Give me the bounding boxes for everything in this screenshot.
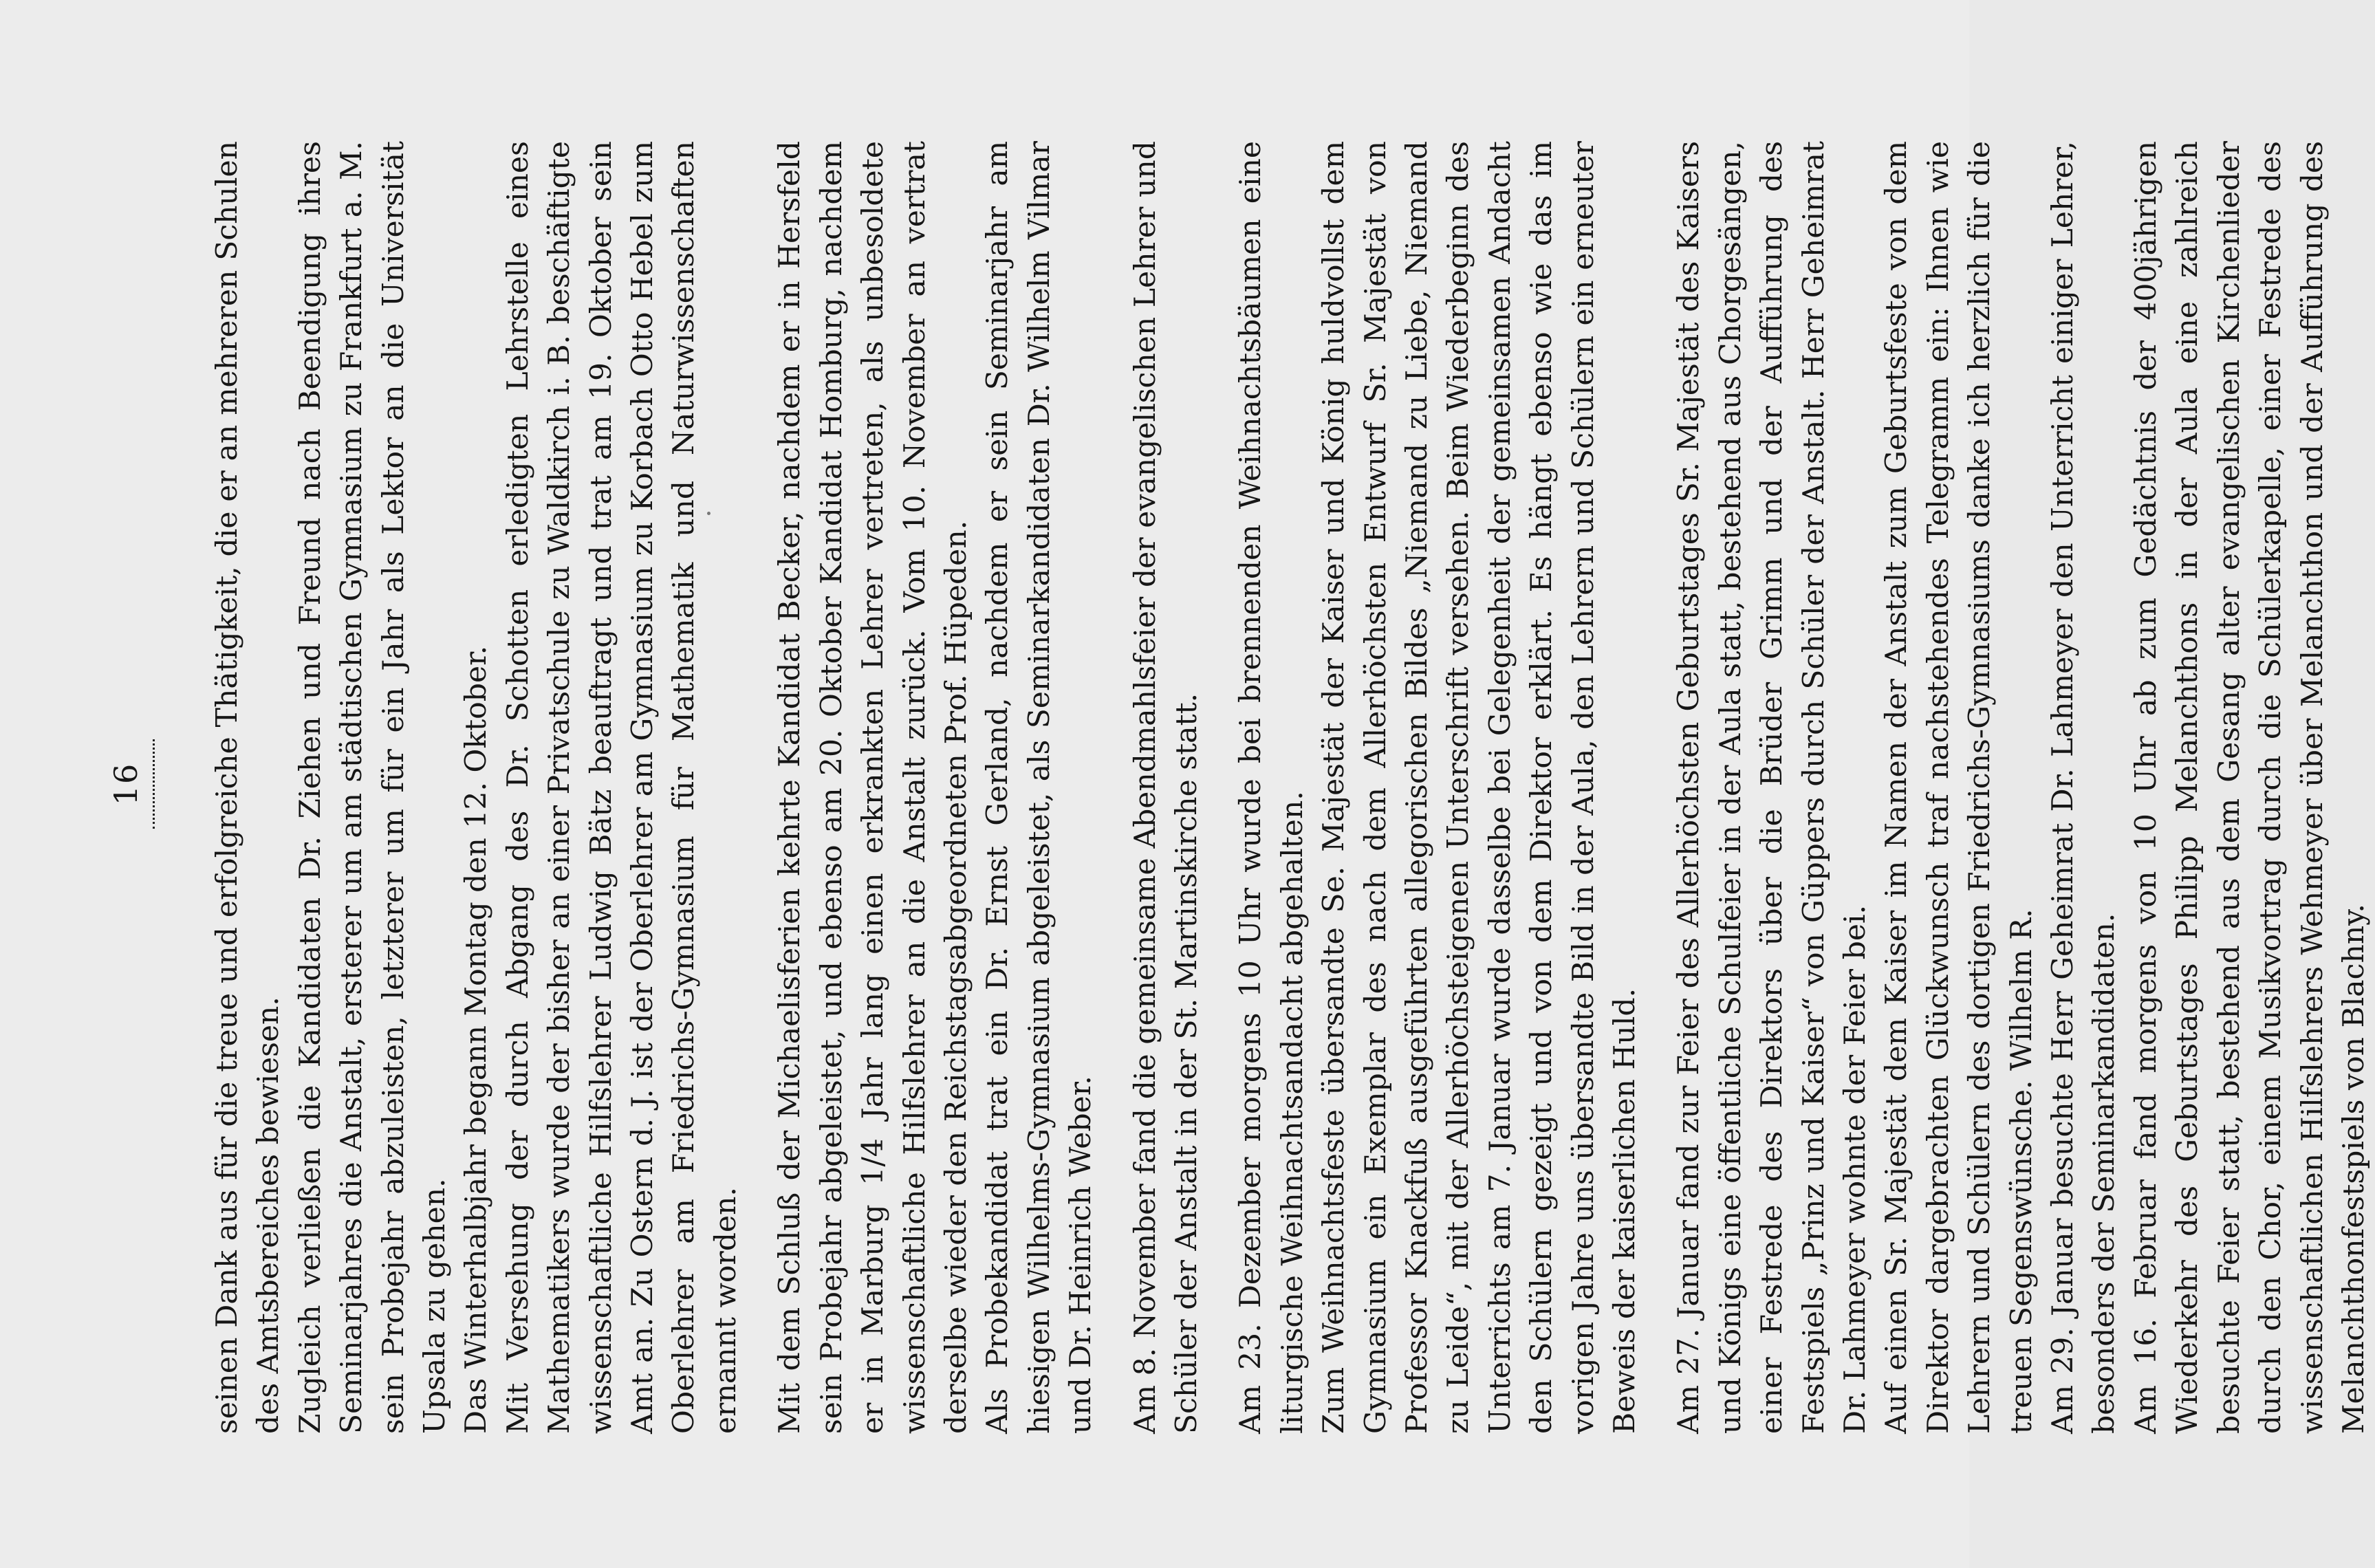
body-text [207,141,2375,1434]
paragraph: Mit dem Schluß der Michaelisferien kehrte Kandidat Becker, nachdem er in Hersfeld sein Probejahr abgeleistet, und ebenso am 20. Oktober Kandidat Homburg, nachdem er in Marburg 1/4 Jahr lang einen erkrankten Lehrer vertreten, als unbesoldete wissenschaftliche Hilfslehrer an die Anstalt zurück. Vom 10. November an vertrat derselbe wieder den Reichstagsabgeordneten Prof. Hüpeden. [773,141,973,1434]
rotated-page [42,41,2371,1527]
paragraph: Mit Versehung der durch Abgang des Dr. Schotten erledigten Lehrstelle eines Mathematikers wurde der bisher an einer Privatschule zu Waldkirch i. B. beschäftigte wissenschaftliche Hilfslehrer Ludwig Bätz beauftragt und trat am 19. Oktober sein Amt an. Zu Ostern d. J. ist der Oberlehrer am Gymnasium zu Korbach Otto Hebel zum Oberlehrer am Friedrichs-Gymnasium für Mathematik und Naturwissenschaften ernannt worden. [501,141,743,1434]
paragraph: Zum Weihnachtsfeste übersandte Se. Majestät der Kaiser und König huldvollst dem Gymnasium ein Exemplar des nach dem Allerhöchsten Entwurf Sr. Majestät von Professor Knackfuß ausgeführten allegorischen Bildes „Niemand zu Liebe, Niemand zu Leide“, mit der Allerhöchsteigenen Unterschrift versehen. Beim Wiederbeginn des Unterrichts am 7. Januar wurde dasselbe bei Gelegenheit der gemeinsamen Andacht den Schülern gezeigt und von dem Direktor erklärt. Es hängt ebenso wie das im vorigen Jahre uns übersandte Bild in der Aula, den Lehrern und Schülern ein erneuter Beweis der kaiserlichen Huld. [1317,141,1642,1434]
paragraph: seinen Dank aus für die treue und erfolgreiche Thätigkeit, die er an mehreren Schulen des Amtsbereiches bewiesen. [210,141,286,1434]
paragraph: Am 8. November fand die gemeinsame Abendmahlsfeier der evangelischen Lehrer und Schüler der Anstalt in der St. Martinskirche statt. [1128,141,1204,1434]
paragraph: Am 29. Januar besuchte Herr Geheimrat Dr. Lahmeyer den Unterricht einiger Lehrer, besonders der Seminarkandidaten. [2046,141,2122,1434]
paragraph: Das Winterhalbjahr begann Montag den 12. Oktober. [459,645,494,1434]
page-number: 16 [107,762,144,806]
paragraph: Als Probekandidat trat ein Dr. Ernst Gerland, nachdem er sein Seminarjahr am hiesigen Wilhelms-Gymnasium abgeleistet, als Seminarkandidaten Dr. Wilhelm Vilmar und Dr. Heinrich Weber. [981,141,1098,1434]
paragraph: Am 16. Februar fand morgens von 10 Uhr ab zum Gedächtnis der 400jährigen Wiederkehr des Geburtstages Philipp Melanchthons in der Aula eine zahlreich besuchte Feier statt, bestehend aus dem Gesang alter evangelischen Kirchenlieder durch den Chor, einem Musikvortrag durch die Schülerkapelle, einer Festrede des wissenschaftlichen Hilfslehrers Wehmeyer über Melanchthon und der Aufführung des Melanchthonfestspiels von Blachny. [2129,141,2371,1434]
paragraph: Auf einen Sr. Majestät dem Kaiser im Namen der Anstalt zum Geburtsfeste von dem Direktor dargebrachten Glückwunsch traf nachstehendes Telegramm ein: Ihnen wie Lehrern und Schülern des dortigen Friedrichs-Gymnasiums danke ich herzlich für die treuen Segenswünsche. Wilhelm R. [1880,141,2039,1434]
page-number-rule [151,739,155,829]
paragraph: Am 23. Dezember morgens 10 Uhr wurde bei brennenden Weihnachtsbäumen eine liturgische Weihnachtsandacht abgehalten. [1234,141,1310,1434]
paragraph: Am 27. Januar fand zur Feier des Allerhöchsten Geburtstages Sr. Majestät des Kaisers und Königs eine öffentliche Schulfeier in der Aula statt, bestehend aus Chorgesängen, einer Festrede des Direktors über die Brüder Grimm und der Aufführung des Festspiels „Prinz und Kaiser“ von Güppers durch Schüler der Anstalt. Herr Geheimrat Dr. Lahmeyer wohnte der Feier bei. [1672,141,1873,1434]
paragraph: Zugleich verließen die Kandidaten Dr. Ziehen und Freund nach Beendigung ihres Seminarjahres die Anstalt, ersterer um am städtischen Gymnasium zu Frankfurt a. M. sein Probejahr abzuleisten, letzterer um für ein Jahr als Lektor an die Universität Upsala zu gehen. [293,141,453,1434]
